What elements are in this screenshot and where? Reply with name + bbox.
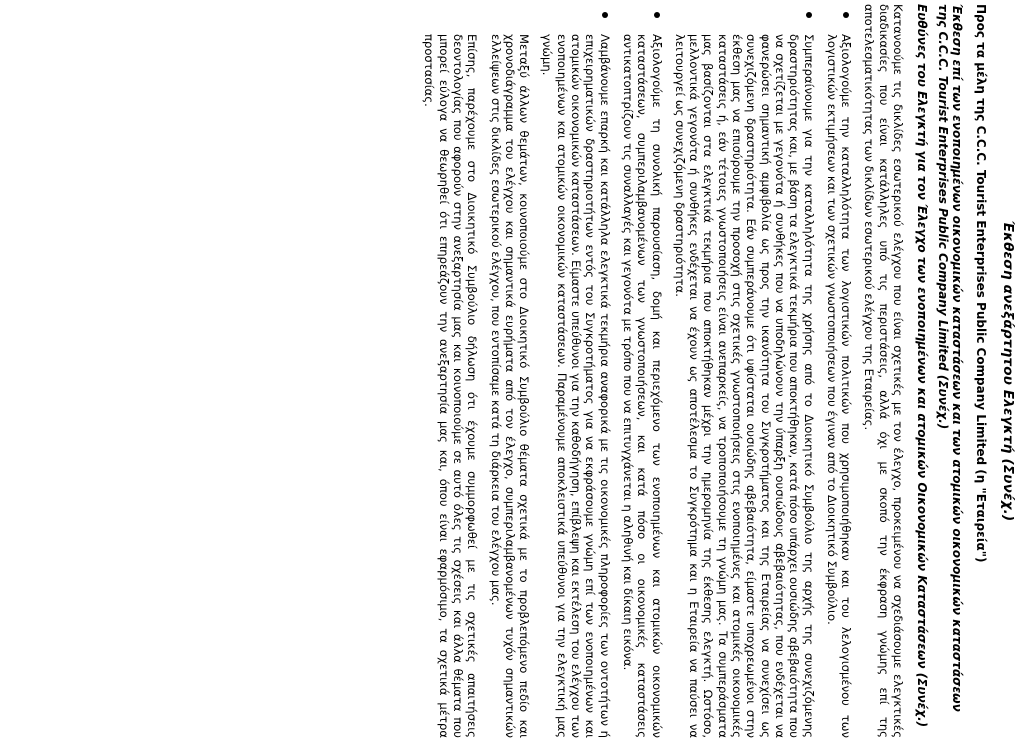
list-item-text: Αξιολογούμε τη συνολική παρουσίαση, δομή και περιεχόμενο των ενοποιημένων και ατομικών οικονομικών καταστάσεων, συμπεριλαμβανομένων των γνωστοποιήσεων, και κατά πόσο οι οικονομικές καταστάσεις αντικατοπτρίζουν τις συναλλαγές και γεγονότα με τρόπο που να επιτυγχάνεται η αληθινή και δίκαιη εικόνα. (620, 34, 664, 738)
report-heading: Έκθεση επί των ενοποιημένων οικονομικών καταστάσεων και των ατομικών οικονομικών καταστάσεων της C.C.C. Tourist Enterprises Public Company Limited (Συνέχ.) (936, 4, 964, 712)
list-item-text: Συμπεραίνουμε για την καταλληλότητα της χρήσης από το Διοικητικό Συμβούλιο της αρχής της συνεχιζόμενης δραστηριότητας και, με βάση τα ελεγκτικά τεκμήρια που αποκτήθηκαν, κατά πόσο υπάρχει ουσιώδης αβεβαιότητα που να σχετίζεται με γεγονότα ή συνθήκες που να υποδηλώνουν την ύπαρξη ουσιώδους αβεβαιότητας, που ενδέχεται να φανερώσει σημαντική αμφιβολία ως προς την ικανότητα του Συγκροτήματος και της Εταιρείας να συνεχίσει ως συνεχιζόμενη δραστηριότητα. Εάν συμπεράνουμε ότι υφίσταται ουσιώδης αβεβαιότητα, είμαστε υποχρεωμένοι στην έκθεση μας να επισύρουμε την προσοχή στις σχετικές γνωστοποιήσεις στις ενοποιημένες και ατομικές οικονομικές καταστάσεις ή, εάν τέτοιες γνωστοποιήσεις είναι ανεπαρκείς, να τροποποιήσουμε τη γνώμη μας. Τα συμπεράσματα μας βασίζονται στα ελεγκτικά τεκμήρια που αποκτήθηκαν μέχρι την ημερομηνία της έκθεσης ελεγκτή. Ωστόσο, μελλοντικά γεγονότα ή συνθήκες ενδέχεται να έχουν ως αποτέλεσμα το Συγκρότημα και η Εταιρεία να παύσει να λειτουργεί ως συνεχιζόμενη δραστηριότητα. (672, 34, 816, 738)
list-item-text: Λαμβάνουμε επαρκή και κατάλληλα ελεγκτικά τεκμήρια αναφορικά με τις οικονομικές πληροφορίες των οντοτήτων ή επιχειρηματικών δραστηριοτήτων εντός του Συγκροτήματος για να εκφράσουμε γνώμη επί των ενοποιημένων και ατομικών οικονομικών καταστάσεων. Είμαστε υπεύθυνοι για την καθοδήγηση, επίβλεψη και εκτέλεση του ελέγχου των ενοποιημένων και ατομικών οικονομικών καταστάσεων. Παραμένουμε αποκλειστικά υπεύθυνοι για την ελεγκτική μας γνώμη. (540, 34, 612, 738)
intro-paragraph: Κατανοούμε τις δικλίδες εσωτερικού ελέγχου που είναι σχετικές με τον έλεγχο, προκειμένου να σχεδιάσουμε ελεγκτικές διαδικασίες που είναι κατάλληλες υπό τις περιστάσεις, αλλά όχι με σκοπό την έκφραση γνώμης επί της αποτελεσματικότητας των δικλίδων εσωτερικού ελέγχου της Εταιρείας. (862, 4, 905, 738)
independence-paragraph: Επίσης, παρέχουμε στο Διοικητικό Συμβούλιο δήλωση ότι έχουμε συμμορφωθεί με τις σχετικές απαιτήσεις δεοντολογίας που αφορούν στην ανεξαρτησία μας και κοινοποιούμε σε αυτό όλες τις σχέσεις και άλλα θέματα που μπορεί εύλογα να θεωρηθεί ότι επηρεάζουν την ανεξαρτησία μας και, όπου είναι εφαρμόσιμο, τα σχετικά μέτρα προστασίας. (422, 34, 480, 738)
list-item-text: Αξιολογούμε την καταλληλότητα των λογιστικών πολιτικών που χρησιμοποιήθηκαν και του λελογισμένου των λογιστικών εκτιμήσεων και των σχετικών γνωστοποιήσεων που έγιναν από το Διοικητικό Συμβούλιο. (824, 34, 854, 738)
addressee-line: Προς τα μέλη της C.C.C. Tourist Enterprises Public Company Limited (η "Εταιρεία") (974, 4, 988, 563)
responsibilities-heading: Ευθύνες του Ελεγκτή για τον Έλεγχο των ενοποιημένων και ατομικών Οικονομικών Καταστάσεων (Συνέχ.) (915, 4, 929, 728)
bullet-icon (806, 12, 812, 18)
findings-paragraph: Μεταξύ άλλων θεμάτων, κοινοποιούμε στο Διοικητικό Συμβούλιο θέματα σχετικά με το προβλεπόμενο πεδίο και χρονοδιάγραμμα του ελέγχου και σημαντικά ευρήματα από τον έλεγχο, συμπεριλαμβανομένων τυχόν σημαντικών ελλείψεων στις δικλίδες εσωτερικού ελέγχου, που εντοπίσαμε κατά τη διάρκεια του ελέγχου μας. (488, 34, 532, 738)
list-item (825, 4, 854, 738)
list-item (540, 4, 611, 738)
bullet-icon (654, 12, 660, 18)
responsibilities-list (540, 4, 853, 738)
list-item (621, 4, 664, 738)
report-title: Έκθεση ανεξάρτητου Ελεγκτή (Συνέχ.) (1000, 220, 1016, 522)
list-item (673, 4, 816, 738)
bullet-icon (602, 12, 608, 18)
bullet-icon (843, 12, 849, 18)
